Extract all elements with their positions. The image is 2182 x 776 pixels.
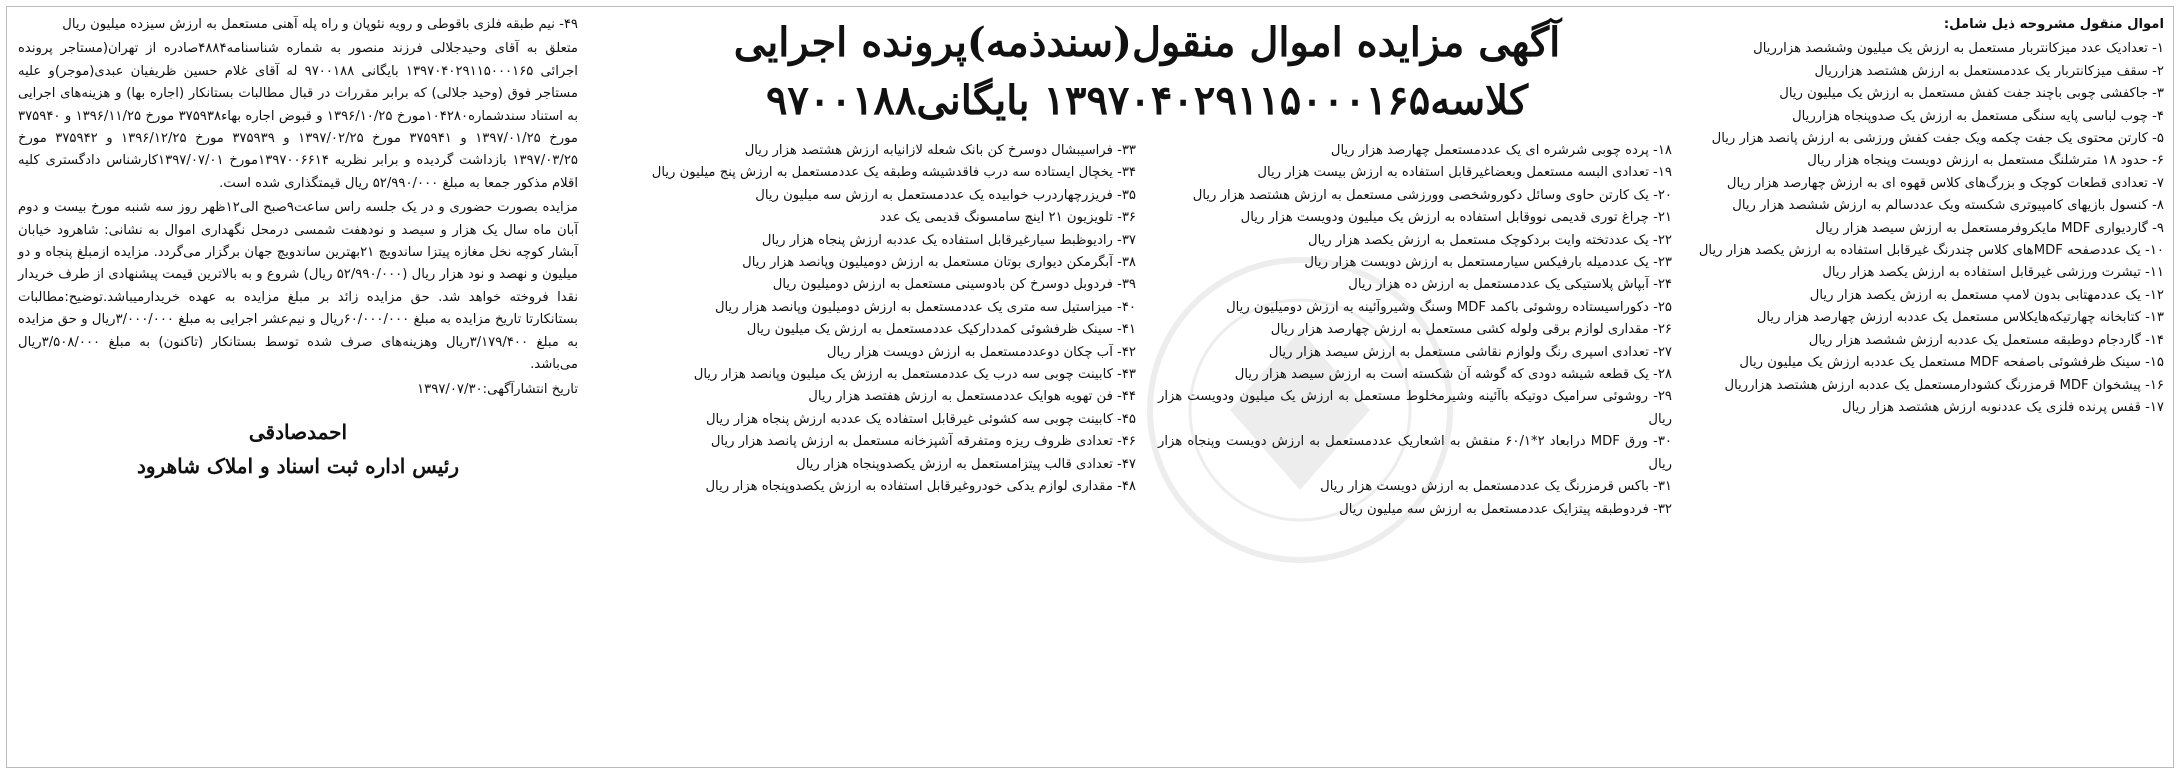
title-line-2: کلاسه۱۳۹۷۰۴۰۲۹۱۱۵۰۰۰۱۶۵ بایگانی۹۷۰۰۱۸۸ [765, 77, 1529, 124]
list-item: ۳۹- فردوبل دوسرخ کن بادوسینی مستعمل به ارزش دومیلیون ریال [772, 277, 1136, 293]
list-item: ۴۳- کابینت چوبی سه درب یک عددمستعمل به ارزش یک میلیون وپانصد هزار ریال [693, 367, 1136, 383]
list-item: ۴۲- آب چکان دوعددمستعمل به ارزش دویست هزار ریال [826, 344, 1136, 360]
list-item: ۲۳- یک عددمیله بارفیکس سیارمستعمل به ارزش دویست هزار ریال [1304, 255, 1672, 271]
list-item: ۳۸- آبگرمکن دیواری بوتان مستعمل به ارزش دومیلیون وپانصد هزار ریال [742, 255, 1136, 271]
left-paragraphs [18, 14, 578, 401]
list-item: ۲۹- روشوئی سرامیک دوتیکه باآئینه وشیرمخلوط مستعمل به ارزش یک میلیون ودویست هزار ریال [1158, 389, 1672, 427]
list-item: ۱۰- یک عددصفحه MDFهای کلاس چندرنگ غیرقابل استفاده به ارزش یکصد هزار ریال [1698, 243, 2164, 259]
list-item: ۴۰- میزاستیل سه متری یک عددمستعمل به ارزش دومیلیون وپانصد هزار ریال [714, 299, 1136, 315]
paragraph: مزایده بصورت حضوری و در یک جلسه راس ساعت۹صبح الی۱۲ظهر روز سه شنبه مورخ بیست و دوم آبان ماه سال یک هزار و سیصد و نودهفت شمسی درمحل نگهداری اموال به نشانی: شاهرود خیابان آبشار کوچه نخل مغازه پیتزا ساندویچ ۲۱بهترین ساندویچ جهان برگزار می‌گردد. مزایده ازمبلغ پنجاه و دو میلیون و نهصد و نود هزار ریال (۵۲/۹۹۰/۰۰۰ ریال) شروع و به بالاترین قیمت پیشنهادی از طرف خریدار نقدا فروخته خواهد شد. حق مزایده زائد بر مبلغ مزایده به عهده خریدارمیباشد.توضیح:مطالبات بستانکارتا تاریخ مزایده به مبلغ ۶۰/۰۰۰/۰۰۰ریال و نیم‌عشر اجرایی به مبلغ ۳/۰۰۰/۰۰۰ریال و حق مزایده به مبلغ ۳/۱۷۹/۴۰۰ریال وهزینه‌های صرف شده توسط بستانکار (تاکنون) به مبلغ ۳/۵۰۸/۰۰۰ریال می‌باشد. [18, 200, 579, 373]
middle-left-list [622, 140, 1136, 521]
list-item: ۴۴- فن تهویه هوایک عددمستعمل به ارزش هفتصد هزار ریال [808, 389, 1136, 405]
middle-column [622, 14, 1672, 521]
list-item: ۲۴- آبپاش پلاستیکی یک عددمستعمل به ارزش ده هزار ریال [1348, 277, 1672, 293]
title-line-1: آگهی مزایده اموال منقول(سندذمه)پرونده اجرایی [733, 19, 1561, 66]
list-item: ۲۲- یک عددتخته وایت بردکوچک مستعمل به ارزش یکصد هزار ریال [1308, 232, 1672, 248]
signature-title: رئیس اداره ثبت اسناد و املاک شاهرود [136, 453, 460, 478]
list-item: ۴۵- کابینت چوبی سه کشوئی غیرقابل استفاده یک عددبه ارزش پنجاه هزار ریال [705, 411, 1136, 427]
middle-right-list [1158, 140, 1672, 521]
signature-name: احمدصادقی [248, 419, 348, 444]
list-item: ۱۱- تیشرت ورزشی غیرقابل استفاده به ارزش یکصد هزار ریال [1822, 265, 2164, 281]
list-item: ۲۶- مقداری لوازم برقی ولوله کشی مستعمل به ارزش چهارصد هزار ریال [1270, 322, 1672, 338]
list-item: ۱۵- سینک ظرفشوئی باصفحه MDF مستعمل یک عددبه ارزش یک میلیون ریال [1739, 355, 2164, 371]
list-item: ۱۳- کتابخانه چهارتیکه‌هایکلاس مستعمل یک عددبه ارزش چهارصد هزار ریال [1756, 310, 2164, 326]
list-item: ۳۷- رادیوظبط سیارغیرقابل استفاده یک عددبه ارزش پنجاه هزار ریال [761, 232, 1136, 248]
items-heading: اموال منقول مشروحه ذیل شامل: [1943, 17, 2164, 32]
paragraph: متعلق به آقای وحیدجلالی فرزند منصور به شماره شناسنامه۴۸۸۴صادره از تهران(مستاجر پرونده اجرائی ۱۳۹۷۰۴۰۲۹۱۱۵۰۰۰۱۶۵ بایگانی ۹۷۰۰۱۸۸ له آقای غلام حسین ظریفیان عبدی(موجر)و علیه مستاجر فوق (وحید جلالی) که برابر مقررات در قبال مطالبات بستانکار (اجاره بها) و هزینه‌های اجرایی به استناد سندشماره۱۰۴۲۸۰مورخ ۱۳۹۶/۱۰/۲۵ و قبوض اجاره بهاء۳۷۵۹۳۸ مورخ ۱۳۹۶/۱۱/۲۵ و ۳۷۵۹۴۰ مورخ ۱۳۹۷/۰۱/۲۵ و ۳۷۵۹۴۱ مورخ ۱۳۹۷/۰۲/۲۵ و ۳۷۵۹۳۹ مورخ ۱۳۹۶/۱۲/۲۵ و ۳۷۵۹۴۲ مورخ ۱۳۹۷/۰۳/۲۵ بازداشت گردیده و برابر نظریه ۱۳۹۷۰۰۶۶۱۴مورخ ۱۳۹۷/۰۷/۰۱کارشناس دادگستری کلیه اقلام مذکور جمعا به مبلغ ۵۲/۹۹۰/۰۰۰ ریال قیمتگذاری شده است. [18, 41, 578, 191]
list-item: ۱۶- پیشخوان MDF قرمزرنگ کشودارمستعمل یک عددبه ارزش هشتصد هزارریال [1724, 377, 2164, 393]
list-item: ۳۳- فراسیبشال دوسرخ کن بانک شعله لازانیابه ارزش هشتصد هزار ریال [744, 143, 1136, 158]
middle-subcolumns [622, 140, 1672, 521]
list-item: ۲۱- چراغ توری قدیمی نووقابل استفاده به ارزش یک میلیون ودویست هزار ریال [1240, 210, 1672, 226]
list-item: ۱۸- پرده چوبی شرشره ای یک عددمستعمل چهارصد هزار ریال [1330, 143, 1672, 158]
left-column [18, 14, 578, 483]
list-item: ۳۲- فردوطبقه پیتزایک عددمستعمل به ارزش سه میلیون ریال [1339, 501, 1672, 517]
list-item: ۱۹- تعدادی البسه مستعمل وبعضاغیرقابل استفاده به ارزش بیست هزار ریال [1257, 165, 1672, 181]
list-item: ۱۷- قفس پرنده فلزی یک عددنوبه ارزش هشتصد هزار ریال [1842, 399, 2164, 415]
signature-block [18, 415, 578, 483]
list-item: ۵- کارتن محتوی یک جفت چکمه ویک جفت کفش ورزشی به ارزش پانصد هزار ریال [1711, 131, 2164, 147]
list-item: ۱- تعدادیک عدد میزکانتربار مستعمل به ارزش یک میلیون وششصد هزارریال [1753, 41, 2164, 57]
notice-title [622, 14, 1672, 130]
list-item: ۶- حدود ۱۸ مترشلنگ مستعمل به ارزش دویست وپنجاه هزار ریال [1807, 153, 2164, 169]
list-item: ۳۰- ورق MDF درابعاد ۲*۶۰/۱ منقش به اشعاریک عددمستعمل به ارزش دویست وپنجاه هزار ریال [1158, 434, 1672, 472]
list-item: ۴۱- سینک ظرفشوئی کمددارکیک عددمستعمل به ارزش یک میلیون ریال [746, 322, 1136, 338]
list-item: ۳۴- یخچال ایستاده سه درب فاقدشیشه وطبقه یک عددمستعمل به ارزش پنج میلیون ریال [651, 165, 1136, 181]
list-item: ۲۸- یک قطعه شیشه دودی که گوشه آن شکسته است به ارزش سیصد هزار ریال [1234, 367, 1672, 383]
list-item: ۳۶- تلویزیون ۲۱ اینچ سامسونگ قدیمی یک عدد [879, 210, 1136, 226]
list-item: ۴۶- تعدادی ظروف ریزه ومتفرقه آشپزخانه مستعمل به ارزش پانصد هزار ریال [710, 434, 1136, 450]
list-item: ۱۲- یک عددمهتابی بدون لامپ مستعمل به ارزش یکصد هزار ریال [1809, 287, 2164, 303]
list-item: ۴۷- تعدادی قالب پیتزامستعمل به ارزش یکصدوپنجاه هزار ریال [796, 456, 1136, 472]
list-item: ۲- سقف میزکانتربار یک عددمستعمل به ارزش هشتصد هزارریال [1814, 63, 2164, 79]
right-items-list [1686, 38, 2164, 419]
right-column [1686, 14, 2164, 419]
list-item: ۷- تعدادی قطعات کوچک و بزرگ‌های کلاس قهوه ای به ارزش چهارصد هزار ریال [1726, 175, 2164, 191]
list-item: ۴- چوب لباسی پایه سنگی مستعمل به ارزش یک صدوپنجاه هزارریال [1792, 108, 2164, 124]
list-item: ۳۵- فریزرچهاردرب خوابیده یک عددمستعمل به ارزش سه میلیون ریال [755, 187, 1136, 203]
list-item: ۹- گاردیواری MDF مایکروفرمستعمل به ارزش سیصد هزار ریال [1815, 220, 2164, 236]
paragraph: تاریخ انتشارآگهی:۱۳۹۷/۰۷/۳۰ [417, 381, 578, 397]
list-item: ۸- کنسول بازیهای کامپیوتری شکسته ویک عددسالم به ارزش ششصد هزار ریال [1732, 198, 2164, 214]
list-item: ۲۰- یک کارتن حاوی وسائل دکوروشخصی وورزشی مستعمل به ارزش هشتصد هزار ریال [1192, 187, 1672, 203]
list-item: ۳۱- باکس قرمزرنگ یک عددمستعمل به ارزش دویست هزار ریال [1320, 479, 1672, 495]
list-item: ۲۵- دکوراسیستاده روشوئی باکمد MDF وسنگ وشیروآئینه به ارزش دومیلیون ریال [1226, 299, 1672, 315]
list-item: ۳- جاکفشی چوبی باچند جفت کفش مستعمل به ارزش یک میلیون ریال [1779, 86, 2164, 102]
paragraph: ۴۹- نیم طبقه فلزی باقوطی و رویه نئوپان و راه پله آهنی مستعمل به ارزش سیزده میلیون ریال [62, 17, 578, 32]
list-item: ۲۷- تعدادی اسپری رنگ ولوازم نقاشی مستعمل به ارزش سیصد هزار ریال [1268, 344, 1672, 360]
list-item: ۴۸- مقداری لوازم یدکی خودروغیرقابل استفاده به ارزش یکصدوپنجاه هزار ریال [705, 479, 1136, 495]
list-item: ۱۴- گاردجام دوطبقه مستعمل یک عددبه ارزش ششصد هزار ریال [1808, 332, 2164, 348]
